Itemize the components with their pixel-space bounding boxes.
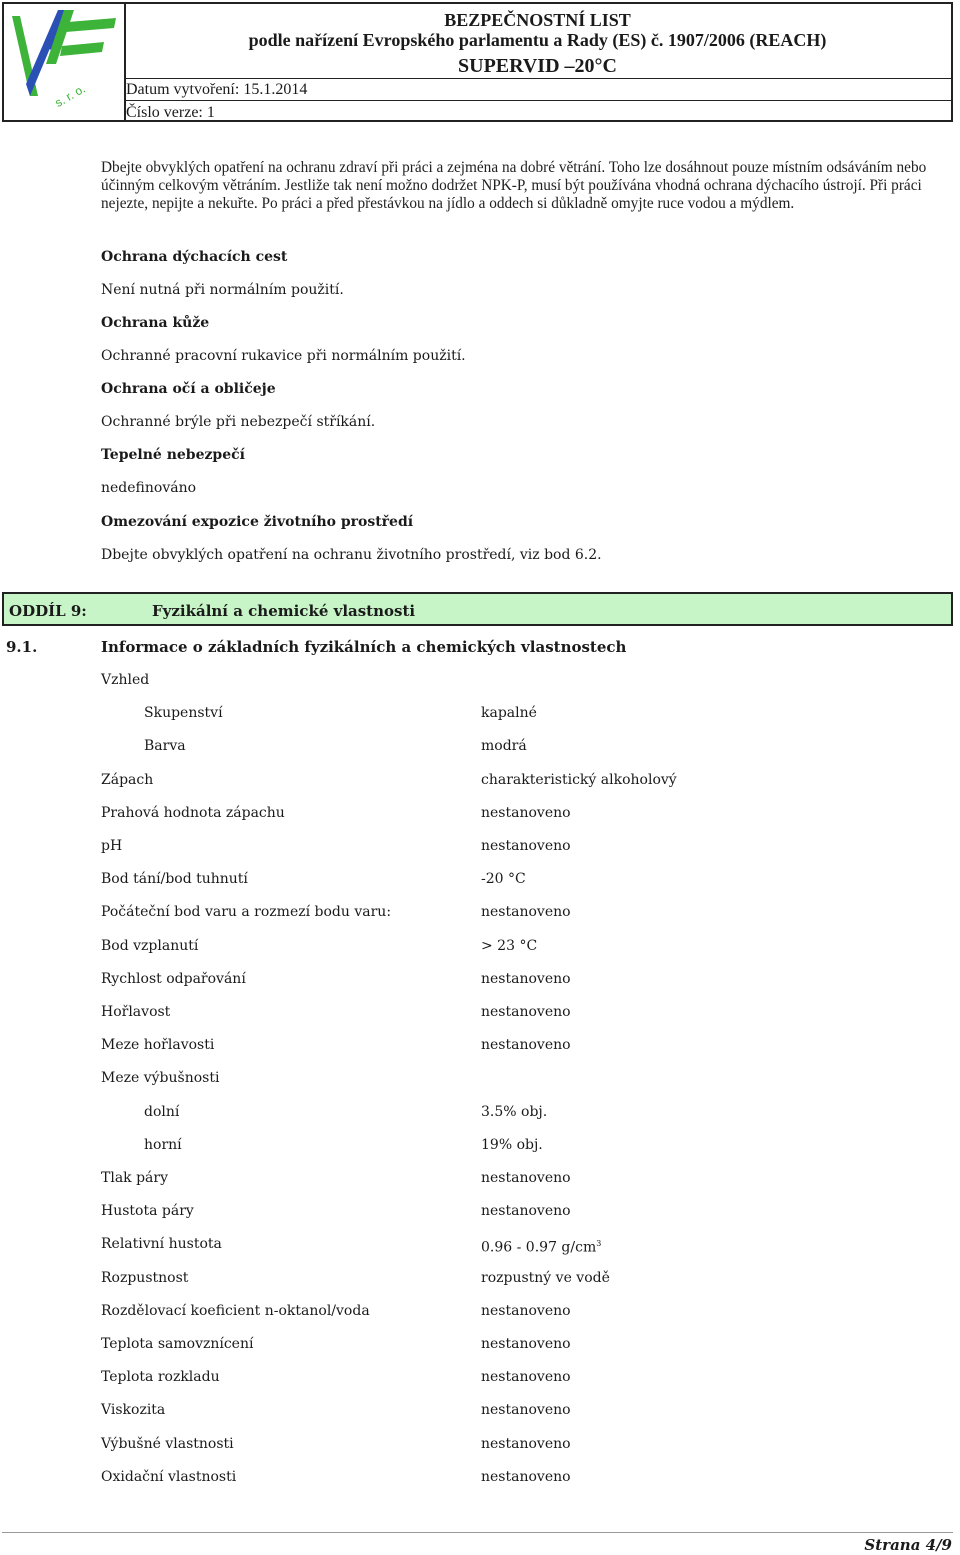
property-value-text: nestanoveno	[481, 1170, 571, 1186]
product-name: SUPERVID –20°C	[458, 55, 617, 77]
document-header	[2, 2, 953, 122]
property-value-text: charakteristický alkoholový	[481, 772, 677, 788]
property-label: Meze hořlavosti	[101, 1037, 215, 1053]
property-value-text: nestanoveno	[481, 1203, 571, 1219]
property-value-text: nestanoveno	[481, 971, 571, 987]
value-superscript: 3	[596, 1239, 602, 1248]
property-value	[481, 903, 571, 921]
property-value	[481, 970, 571, 988]
property-value	[481, 1036, 571, 1054]
property-label: dolní	[144, 1104, 180, 1120]
property-label: Hořlavost	[101, 1004, 171, 1020]
property-value-text: -20 °C	[481, 871, 526, 887]
property-value	[481, 804, 571, 822]
property-value	[481, 1169, 571, 1187]
section-9-bar	[2, 592, 953, 626]
section-number: ODDÍL 9:	[9, 602, 87, 620]
property-value	[481, 704, 537, 722]
page-number: Strana 4/9	[864, 1536, 952, 1554]
version-number: Číslo verze: 1	[126, 104, 215, 121]
property-label: Prahová hodnota zápachu	[101, 805, 285, 821]
property-label: Vzhled	[101, 672, 150, 688]
respiratory-text: Není nutná při normálním použití.	[101, 282, 344, 298]
property-label: Barva	[144, 738, 186, 754]
property-label: Teplota samovznícení	[101, 1336, 254, 1352]
property-value-text: nestanoveno	[481, 1436, 571, 1452]
property-value-text: nestanoveno	[481, 805, 571, 821]
environment-text: Dbejte obvyklých opatření na ochranu životního prostředí, viz bod 6.2.	[101, 547, 602, 563]
property-value	[481, 1269, 610, 1287]
property-label: Skupenství	[144, 705, 223, 721]
property-label: Teplota rozkladu	[101, 1369, 220, 1385]
property-value-text: modrá	[481, 738, 527, 754]
property-label: Viskozita	[101, 1402, 166, 1418]
property-label: Relativní hustota	[101, 1236, 222, 1252]
vf-logo-icon	[4, 4, 124, 120]
property-value	[481, 1468, 571, 1486]
property-value-text: rozpustný ve vodě	[481, 1270, 610, 1286]
footer-divider	[2, 1532, 953, 1533]
property-value	[481, 737, 527, 755]
property-label: Oxidační vlastnosti	[101, 1469, 237, 1485]
skin-text: Ochranné pracovní rukavice při normálním použití.	[101, 348, 466, 364]
property-label: Bod vzplanutí	[101, 938, 199, 954]
property-value	[481, 1202, 571, 1220]
company-logo	[4, 4, 126, 120]
property-value-text: nestanoveno	[481, 1402, 571, 1418]
property-value	[481, 1368, 571, 1386]
property-label: Rozpustnost	[101, 1270, 189, 1286]
property-value-text: kapalné	[481, 705, 537, 721]
property-label: Počáteční bod varu a rozmezí bodu varu:	[101, 904, 392, 920]
property-value	[481, 937, 537, 955]
property-label: Hustota páry	[101, 1203, 194, 1219]
thermal-heading: Tepelné nebezpečí	[101, 447, 245, 463]
doc-subtitle: podle nařízení Evropského parlamentu a Rady (ES) č. 1907/2006 (REACH)	[248, 30, 827, 50]
property-value	[481, 1335, 571, 1353]
property-value	[481, 837, 571, 855]
property-label: horní	[144, 1137, 182, 1153]
property-value	[481, 1136, 543, 1154]
property-value	[481, 1103, 547, 1121]
environment-heading: Omezování expozice životního prostředí	[101, 514, 414, 530]
property-value-text: nestanoveno	[481, 1469, 571, 1485]
property-label: pH	[101, 838, 123, 854]
subsection-number: 9.1.	[6, 638, 38, 656]
creation-date: Datum vytvoření: 15.1.2014	[124, 78, 951, 101]
property-value	[481, 1302, 571, 1320]
property-value	[481, 1003, 571, 1021]
logo-text: s. r. o.	[52, 81, 88, 110]
property-label: Výbušné vlastnosti	[101, 1436, 234, 1452]
property-label: Bod tání/bod tuhnutí	[101, 871, 248, 887]
eye-text: Ochranné brýle při nebezpečí stříkání.	[101, 414, 376, 430]
property-label: Tlak páry	[101, 1170, 169, 1186]
property-label: Zápach	[101, 772, 154, 788]
thermal-text: nedefinováno	[101, 480, 197, 496]
property-value	[481, 870, 526, 888]
property-value	[481, 1235, 601, 1257]
property-value-text: 19% obj.	[481, 1137, 543, 1153]
skin-heading: Ochrana kůže	[101, 315, 210, 331]
property-value-text: nestanoveno	[481, 1369, 571, 1385]
section-title: Fyzikální a chemické vlastnosti	[152, 602, 416, 620]
property-value-text: > 23 °C	[481, 938, 538, 954]
property-value-text: 3.5% obj.	[481, 1104, 548, 1120]
property-value	[481, 771, 677, 789]
property-value	[481, 1401, 571, 1419]
property-label: Rychlost odpařování	[101, 971, 246, 987]
respiratory-heading: Ochrana dýchacích cest	[101, 249, 288, 265]
property-label: Meze výbušnosti	[101, 1070, 220, 1086]
subsection-title: Informace o základních fyzikálních a chemických vlastnostech	[101, 638, 627, 656]
property-value-text: nestanoveno	[481, 1303, 571, 1319]
property-value-text: nestanoveno	[481, 904, 571, 920]
property-value-text: nestanoveno	[481, 1336, 571, 1352]
property-value	[481, 1435, 571, 1453]
property-value-text: 0.96 - 0.97 g/cm	[481, 1239, 597, 1256]
doc-title: BEZPEČNOSTNÍ LIST	[444, 10, 631, 30]
property-label: Rozdělovací koeficient n-oktanol/voda	[101, 1303, 370, 1319]
property-value-text: nestanoveno	[481, 1037, 571, 1053]
property-value-text: nestanoveno	[481, 1004, 571, 1020]
eye-heading: Ochrana očí a obličeje	[101, 381, 276, 397]
hygiene-paragraph: Dbejte obvyklých opatření na ochranu zdraví při práci a zejména na dobré větrání. Toho lze dosáhnout pouze místním odsáváním nebo účinným celkovým větráním. Jestliže tak není možno dodržet NPK-P, musí být používána vhodná ochrana dýchacího ústrojí. Při práci nejezte, nepijte a nekuřte. Po práci a před přestávkou na jídlo a oddech si důkladně omyjte ruce vodou a mýdlem.	[101, 159, 927, 212]
property-value-text: nestanoveno	[481, 838, 571, 854]
